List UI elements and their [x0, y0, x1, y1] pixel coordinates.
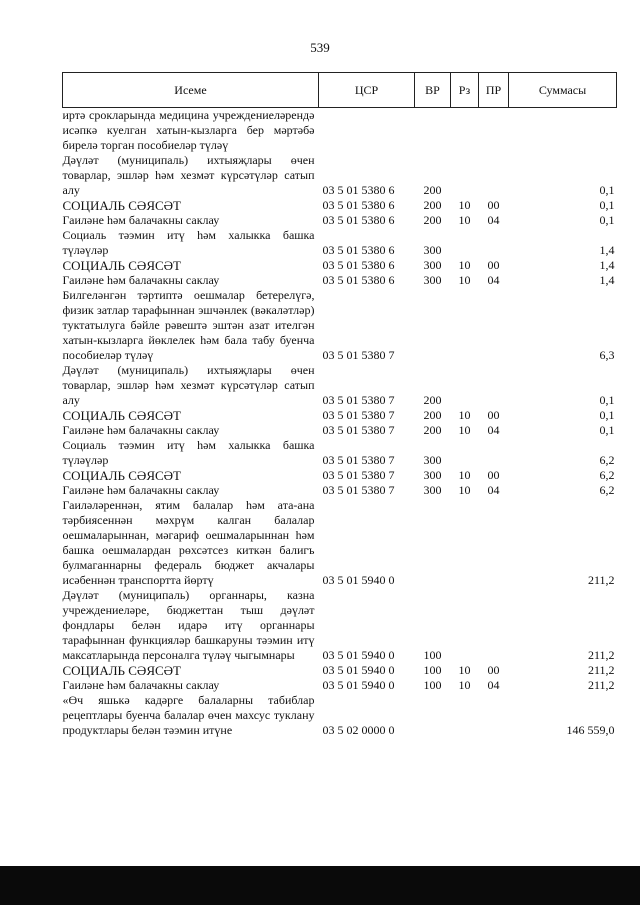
page-number: 539 [310, 40, 330, 55]
cell-pr: 00 [487, 198, 500, 212]
cell-sum: 146 559,0 [566, 723, 615, 737]
cell-pr: 04 [487, 273, 500, 287]
cell-pr: 00 [487, 408, 500, 422]
cell-csr: 03 5 01 5940 0 [322, 678, 395, 692]
table-row [63, 228, 617, 258]
cell-pr [479, 588, 509, 663]
cell-rz [451, 498, 479, 588]
cell-csr: 03 5 01 5380 7 [322, 348, 395, 362]
cell-vr: 200 [423, 393, 442, 407]
cell-csr: 03 5 01 5380 6 [322, 273, 395, 287]
cell-name: Дәүләт (муниципаль) ихтыяҗлары өчен товарлар, эшләр һәм хезмәт күрсәтүләр сатып алу [62, 153, 315, 197]
cell-sum: 0,1 [599, 423, 615, 437]
cell-pr [479, 153, 509, 198]
cell-vr: 200 [423, 213, 442, 227]
cell-csr: 03 5 01 5380 6 [322, 243, 395, 257]
table-row [63, 258, 617, 273]
cell-sum: 1,4 [599, 243, 615, 257]
cell-pr [479, 363, 509, 408]
cell-pr: 04 [487, 213, 500, 227]
cell-name: СОЦИАЛЬ СӘЯСӘТ [62, 408, 181, 423]
cell-vr: 300 [423, 453, 442, 467]
scan-bottom-band [0, 866, 640, 905]
cell-csr: 03 5 01 5380 7 [322, 483, 395, 497]
cell-csr: 03 5 01 5380 7 [322, 468, 395, 482]
cell-vr: 200 [423, 198, 442, 212]
cell-name: Социаль тәэмин итү һәм халыкка башка түләүләр [62, 228, 315, 257]
cell-csr [319, 108, 415, 154]
cell-rz: 10 [458, 408, 471, 422]
cell-name: Дәүләт (муниципаль) ихтыяҗлары өчен товарлар, эшләр һәм хезмәт күрсәтүләр сатып алу [62, 363, 315, 407]
cell-sum: 6,2 [599, 453, 615, 467]
cell-name: Гаиләне һәм балачакны саклау [62, 678, 220, 692]
cell-rz [451, 693, 479, 738]
cell-sum: 6,3 [599, 348, 615, 362]
cell-sum: 6,2 [599, 483, 615, 497]
cell-pr [479, 498, 509, 588]
cell-name: СОЦИАЛЬ СӘЯСӘТ [62, 663, 181, 678]
cell-name: иртә срокларында медицина учреждениеләрендә исәпкә куелган хатын-кызларга бер мәртәбә бирелә торган пособиеләр түләү [62, 108, 315, 152]
cell-vr: 100 [423, 648, 442, 662]
cell-vr: 200 [423, 423, 442, 437]
cell-pr [479, 693, 509, 738]
cell-sum: 0,1 [599, 198, 615, 212]
cell-vr: 200 [423, 408, 442, 422]
cell-pr: 04 [487, 423, 500, 437]
cell-name: Гаиләне һәм балачакны саклау [62, 483, 220, 497]
cell-sum: 1,4 [599, 273, 615, 287]
cell-pr: 00 [487, 468, 500, 482]
cell-pr: 04 [487, 678, 500, 692]
cell-sum: 211,2 [587, 573, 615, 587]
table-row [63, 423, 617, 438]
cell-name: Гаиләне һәм балачакны саклау [62, 273, 220, 287]
cell-rz [451, 108, 479, 154]
table-row [63, 213, 617, 228]
cell-sum: 0,1 [599, 408, 615, 422]
table-row [63, 498, 617, 588]
cell-pr: 00 [487, 663, 500, 677]
cell-csr: 03 5 01 5380 6 [322, 183, 395, 197]
cell-csr: 03 5 01 5380 7 [322, 393, 395, 407]
cell-vr: 100 [423, 678, 442, 692]
cell-vr: 300 [423, 483, 442, 497]
cell-name: Гаиләне һәм балачакны саклау [62, 423, 220, 437]
cell-name: Гаиләләреннән, ятим балалар һәм ата-ана тәрбиясеннән мәхрүм калган балалар оешмаларыннан, мәгариф оешмаларыннан һәм башка оешмалардан рөхсәтсез киткән балигъ булмаганнарны федераль бюджет акчалары исәбеннән транспортта йөртү [62, 498, 315, 587]
cell-name: Билгеләнгән тәртиптә оешмалар бетерелүгә, физик затлар тарафыннан эшчәнлек (вәкаләтләр) туктатылуга бәйле рәвештә эштән азат ителгән хатын-кызларга йөклелек һәм бала табу буенча пособиеләр түләү [62, 288, 315, 362]
cell-csr: 03 5 01 5940 0 [322, 648, 395, 662]
cell-sum: 1,4 [599, 258, 615, 272]
cell-rz [451, 228, 479, 258]
cell-name: Дәүләт (муниципаль) органнары, казна учреждениеләре, бюджеттан тыш дәүләт фондлары белән идарә итү органнары тарафыннан функцияләр башкаруны тәэмин итү максатларында персоналга түләү чыгымнары [62, 588, 315, 662]
cell-rz: 10 [458, 663, 471, 677]
cell-vr: 300 [423, 258, 442, 272]
header-pr: ПР [479, 73, 509, 108]
cell-rz: 10 [458, 678, 471, 692]
cell-sum [509, 108, 617, 154]
cell-rz: 10 [458, 198, 471, 212]
table-row [63, 588, 617, 663]
cell-rz [451, 288, 479, 363]
table-row [63, 678, 617, 693]
cell-rz: 10 [458, 258, 471, 272]
cell-rz: 10 [458, 423, 471, 437]
table-header [63, 73, 617, 108]
table-row [63, 198, 617, 213]
cell-pr [479, 228, 509, 258]
table-row [63, 483, 617, 498]
cell-pr: 00 [487, 258, 500, 272]
cell-sum: 0,1 [599, 183, 615, 197]
cell-csr: 03 5 01 5380 6 [322, 198, 395, 212]
cell-vr [415, 108, 451, 154]
cell-sum: 211,2 [587, 648, 615, 662]
cell-csr: 03 5 02 0000 0 [322, 723, 395, 737]
cell-name: СОЦИАЛЬ СӘЯСӘТ [62, 258, 181, 273]
cell-vr [415, 288, 451, 363]
cell-csr: 03 5 01 5940 0 [322, 573, 395, 587]
budget-table [62, 72, 617, 738]
cell-vr: 300 [423, 243, 442, 257]
table-row [63, 108, 617, 154]
table-row [63, 153, 617, 198]
cell-sum: 0,1 [599, 393, 615, 407]
table-row [63, 273, 617, 288]
header-vr: ВР [415, 73, 451, 108]
header-rz: Рз [451, 73, 479, 108]
cell-rz [451, 588, 479, 663]
cell-vr: 200 [423, 183, 442, 197]
cell-sum: 6,2 [599, 468, 615, 482]
cell-vr [415, 693, 451, 738]
cell-name: СОЦИАЛЬ СӘЯСӘТ [62, 468, 181, 483]
cell-sum: 211,2 [587, 678, 615, 692]
cell-rz [451, 363, 479, 408]
header-csr: ЦСР [319, 73, 415, 108]
cell-pr [479, 438, 509, 468]
table-row [63, 663, 617, 678]
table-row [63, 408, 617, 423]
table-row [63, 438, 617, 468]
cell-sum: 211,2 [587, 663, 615, 677]
cell-csr: 03 5 01 5940 0 [322, 663, 395, 677]
cell-vr: 300 [423, 273, 442, 287]
cell-rz: 10 [458, 468, 471, 482]
table-row [63, 693, 617, 738]
header-name: Исеме [63, 73, 319, 108]
cell-name: Социаль тәэмин итү һәм халыкка башка түләүләр [62, 438, 315, 467]
table-row [63, 363, 617, 408]
cell-name: СОЦИАЛЬ СӘЯСӘТ [62, 198, 181, 213]
cell-csr: 03 5 01 5380 6 [322, 213, 395, 227]
cell-sum: 0,1 [599, 213, 615, 227]
cell-pr: 04 [487, 483, 500, 497]
cell-csr: 03 5 01 5380 6 [322, 258, 395, 272]
table-body [63, 108, 617, 739]
cell-vr [415, 498, 451, 588]
cell-rz: 10 [458, 273, 471, 287]
table-row [63, 468, 617, 483]
table-row [63, 288, 617, 363]
cell-vr: 100 [423, 663, 442, 677]
cell-rz [451, 438, 479, 468]
cell-name: «Өч яшькә кадәрге балаларны табиблар рецептлары буенча балалар өчен махсус туклану продуктлары белән тәэмин итүне [62, 693, 315, 737]
cell-rz: 10 [458, 213, 471, 227]
cell-rz [451, 153, 479, 198]
cell-csr: 03 5 01 5380 7 [322, 408, 395, 422]
cell-rz: 10 [458, 483, 471, 497]
cell-csr: 03 5 01 5380 7 [322, 453, 395, 467]
header-sum: Суммасы [509, 73, 617, 108]
cell-name: Гаиләне һәм балачакны саклау [62, 213, 220, 227]
cell-pr [479, 108, 509, 154]
cell-csr: 03 5 01 5380 7 [322, 423, 395, 437]
cell-pr [479, 288, 509, 363]
cell-vr: 300 [423, 468, 442, 482]
